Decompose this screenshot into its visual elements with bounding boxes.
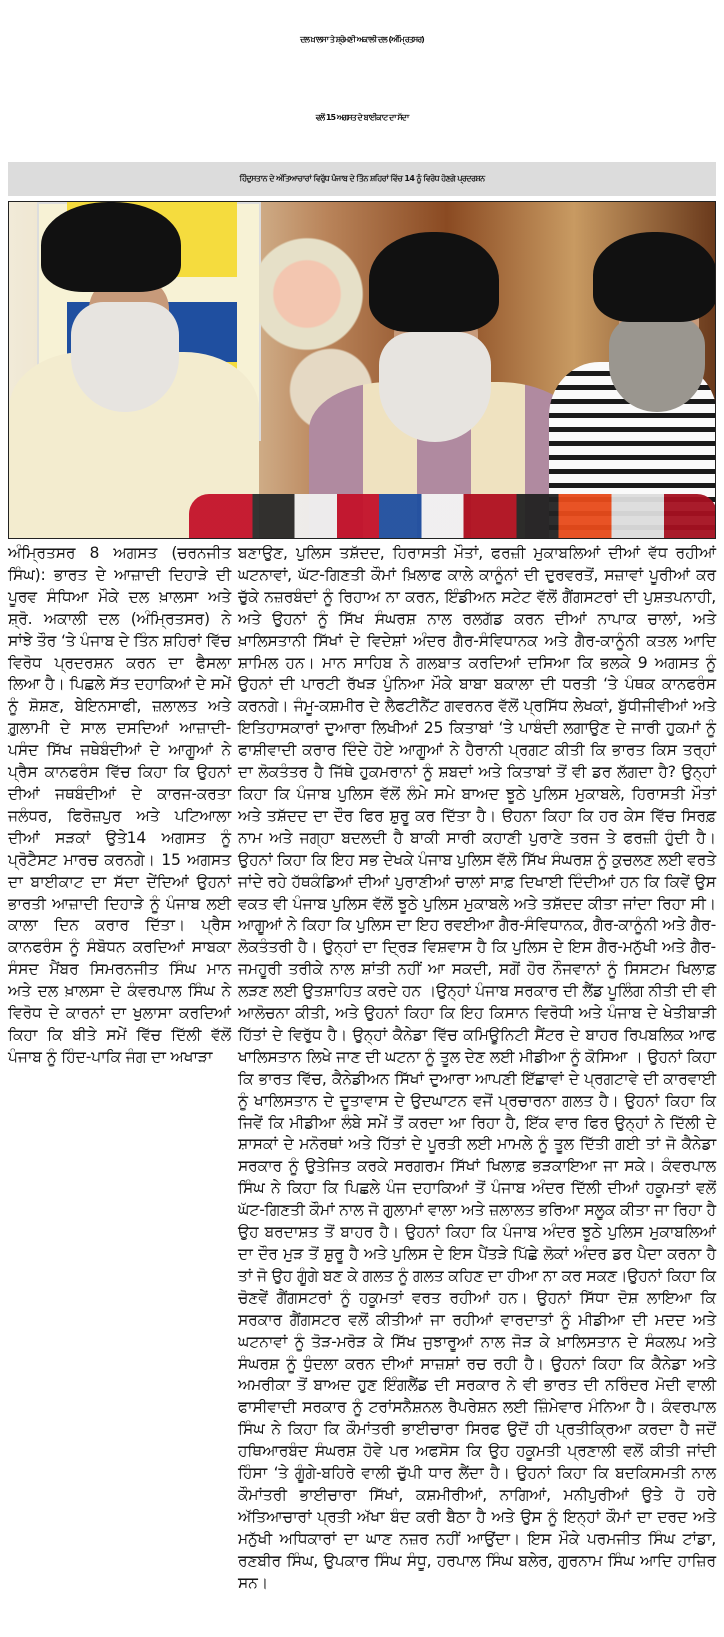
article-body-right: ਬਣਾਉਣ, ਪੁਲਿਸ ਤਸ਼ੱਦਦ, ਹਿਰਾਸਤੀ ਮੌਤਾਂ, ਫਰਜ਼ੀ ਮੁਕਾਬਲਿਆਂ ਦੀਆਂ ਵੱਧ ਰਹੀਆਂ ਘਟਨਾਵਾਂ, ਘੱਟ-ਗਿਣਤੀ ਕੌਮਾਂ ਖ਼ਿਲਾਫ ਕਾਲੇ ਕਾਨੂੰਨਾਂ ਦੀ ਦੁਰਵਰਤੋਂ, ਸਜ਼ਾਵਾਂ ਪੂਰੀਆਂ ਕਰ ਚੁੱਕੇ ਨਜ਼ਰਬੰਦਾਂ ਨੂੰ ਰਿਹਾਅ ਨਾ ਕਰਨ, ਇੰਡੀਅਨ ਸਟੇਟ ਵੱਲੋਂ ਗੈਂਗਸਟਰਾਂ ਦੀ ਪੁਸ਼ਤਪਨਾਹੀ, ਅਤੇ ਉਹਨਾਂ ਨੂੰ ਸਿੱਖ ਸੰਘਰਸ਼ ਨਾਲ ਰਲਗੱਡ ਕਰਨ ਦੀਆਂ ਨਾਪਾਕ ਚਾਲਾਂ, ਅਤੇ ਖ਼ਾਲਿਸਤਾਨੀ ਸਿੱਖਾਂ ਦੇ ਵਿਦੇਸ਼ਾਂ ਅੰਦਰ ਗੈਰ-ਸੰਵਿਧਾਨਕ ਅਤੇ ਗੈਰ-ਕਾਨੂੰਨੀ ਕਤਲ ਆਦਿ ਸ਼ਾਮਿਲ ਹਨ। ਮਾਨ ਸਾਹਿਬ ਨੇ ਗਲਬਾਤ ਕਰਦਿਆਂ ਦਸਿਆ ਕਿ ਭਲਕੇ 9 ਅਗਸਤ ਨੂੰ ਉਹਨਾਂ ਦੀ ਪਾਰਟੀ ਰੱਖੜ ਪੁੰਨਿਆ ਮੌਕੇ ਬਾਬਾ ਬਕਾਲਾ ਦੀ ਧਰਤੀ ‘ਤੇ ਪੰਥਕ ਕਾਨਫਰੰਸ ਕਰਨਗੇ। ਜੰਮੂ-ਕਸ਼ਮੀਰ ਦੇ ਲੈਫਟੀਨੈਂਟ ਗਵਰਨਰ ਵੱਲੋਂ ਪ੍ਰਸਿੱਧ ਲੇਖਕਾਂ, ਬੁੱਧੀਜੀਵੀਆਂ ਅਤੇ ਇਤਿਹਾਸਕਾਰਾਂ ਦੁਆਰਾ ਲਿਖੀਆਂ 25 ਕਿਤਾਬਾਂ ‘ਤੇ ਪਾਬੰਦੀ ਲਗਾਉਣ ਦੇ ਜਾਰੀ ਹੁਕਮਾਂ ਨੂੰ ਫਾਸ਼ੀਵਾਦੀ ਕਰਾਰ ਦਿੰਦੇ ਹੋਏ ਆਗੂਆਂ ਨੇ ਹੈਰਾਨੀ ਪ੍ਰਗਟ ਕੀਤੀ ਕਿ ਭਾਰਤ ਕਿਸ ਤਰ੍ਹਾਂ ਦਾ ਲੋਕਤੰਤਰ ਹੈ ਜਿੱਥੇ ਹੁਕਮਰਾਨਾਂ ਨੂੰ ਸ਼ਬਦਾਂ ਅਤੇ ਕਿਤਾਬਾਂ ਤੋਂ ਵੀ ਡਰ ਲੱਗਦਾ ਹੈ? ਉਨ੍ਹਾਂ ਕਿਹਾ ਕਿ ਪੰਜਾਬ ਪੁਲਿਸ ਵੱਲੋਂ ਲੰਮੇ ਸਮੇ ਬਾਅਦ ਝੂਠੇ ਪੁਲਿਸ ਮੁਕਾਬਲੇ, ਹਿਰਾਸਤੀ ਮੌਤਾਂ ਅਤੇ ਤਸ਼ੱਦਦ ਦਾ ਦੌਰ ਫਿਰ ਸ਼ੁਰੂ ਕਰ ਦਿੱਤਾ ਹੈ। ੳਹਨਾ ਕਿਹਾ ਕਿ ਹਰ ਕੇਸ ਵਿੱਚ ਸਿਰਫ਼ ਨਾਮ ਅਤੇ ਜਗ੍ਹਾ ਬਦਲਦੀ ਹੈ ਬਾਕੀ ਸਾਰੀ ਕਹਾਣੀ ਪੁਰਾਣੇ ਤਰਜ ਤੇ ਫਰਜ਼ੀ ਹੁੰਦੀ ਹੈ। ਉਹਨਾਂ ਕਿਹਾ ਕਿ ਇਹ ਸਭ ਦੇਖਕੇ ਪੰਜਾਬ ਪੁਲਿਸ ਵੱਲੋ ਸਿੱਖ ਸੰਘਰਸ਼ ਨੂੰ ਕੁਚਲਣ ਲਈ ਵਰਤੇ ਜਾਂਦੇ ਰਹੇ ਹੱਥਕੰਡਿਆਂ ਦੀਆਂ ਪੁਰਾਣੀਆਂ ਚਾਲਾਂ ਸਾਫ਼ ਦਿਖਾਈ ਦਿੰਦੀਆਂ ਹਨ ਕਿ ਕਿਵੇਂ ਉਸ ਵਕਤ ਵੀ ਪੰਜਾਬ ਪੁਲਿਸ ਵੱਲੋਂ ਝੂਠੇ ਪੁਲਿਸ ਮੁਕਾਬਲੇ ਅਤੇ ਤਸ਼ੱਦਦ ਕੀਤਾ ਜਾਂਦਾ ਰਿਹਾ ਸੀ। ਆਗੂਆਂ ਨੇ ਕਿਹਾ ਕਿ ਪੁਲਿਸ ਦਾ ਇਹ ਰਵਈਆ ਗੈਰ-ਸੰਵਿਧਾਨਕ, ਗੈਰ-ਕਾਨੂੰਨੀ ਅਤੇ ਗੈਰ-ਲੋਕਤੰਤਰੀ ਹੈ। ਉਨ੍ਹਾਂ ਦਾ ਦ੍ਰਿੜ ਵਿਸ਼ਵਾਸ ਹੈ ਕਿ ਪੁਲਿਸ ਦੇ ਇਸ ਗੈਰ-ਮਨੁੱਖੀ ਅਤੇ ਗੈਰ-ਜਮਹੂਰੀ ਤਰੀਕੇ ਨਾਲ ਸ਼ਾਂਤੀ ਨਹੀਂ ਆ ਸਕਦੀ, ਸਗੋਂ ਹੋਰ ਨੌਜਵਾਨਾਂ ਨੂੰ ਸਿਸਟਮ ਖਿਲਾਫ਼ ਲੜਣ ਲਈ ਉਤਸ਼ਾਹਿਤ ਕਰਦੇ ਹਨ ।ਉਨ੍ਹਾਂ ਪੰਜਾਬ ਸਰਕਾਰ ਦੀ ਲੈਂਡ ਪੂਲਿੰਗ ਨੀਤੀ ਦੀ ਵੀ ਆਲੋਚਨਾ ਕੀਤੀ, ਅਤੇ ਉਹਨਾਂ ਕਿਹਾ ਕਿ ਇਹ ਕਿਸਾਨ ਵਿਰੋਧੀ ਅਤੇ ਪੰਜਾਬ ਦੇ ਖੇਤੀਬਾੜੀ ਹਿੱਤਾਂ ਦੇ ਵਿਰੁੱਧ ਹੈ। ਉਨ੍ਹਾਂ ਕੈਨੇਡਾ ਵਿੱਚ ਕਮਿਊਨਿਟੀ ਸੈਂਟਰ ਦੇ ਬਾਹਰ ਰਿਪਬਲਿਕ ਆਫ ਖਾਲਿਸਤਾਨ ਲਿਖੇ ਜਾਣ ਦੀ ਘਟਨਾ ਨੂੰ ਤੂਲ ਦੇਣ ਲਈ ਮੀਡੀਆ ਨੂੰ ਕੋਸਿਆ । ਉਹਨਾਂ ਕਿਹਾ ਕਿ ਭਾਰਤ ਵਿੱਚ, ਕੈਨੇਡੀਅਨ ਸਿੱਖਾਂ ਦੁਆਰਾ ਆਪਣੀ ਇੱਛਾਵਾਂ ਦੇ ਪ੍ਰਗਟਾਵੇ ਦੀ ਕਾਰਵਾਈ ਨੂੰ ਖਾਲਿਸਤਾਨ ਦੇ ਦੂਤਾਵਾਸ ਦੇ ਉਦਘਾਟਨ ਵਜੋਂ ਪ੍ਰਚਾਰਨਾ ਗਲਤ ਹੈ। ਉਹਨਾਂ ਕਿਹਾ ਕਿ ਜਿਵੇਂ ਕਿ ਮੀਡੀਆ ਲੰਬੇ ਸਮੇਂ ਤੋਂ ਕਰਦਾ ਆ ਰਿਹਾ ਹੈ, ਇੱਕ ਵਾਰ ਫਿਰ ਉਨ੍ਹਾਂ ਨੇ ਦਿੱਲੀ ਦੇ ਸ਼ਾਸਕਾਂ ਦੇ ਮਨੋਰਥਾਂ ਅਤੇ ਹਿੱਤਾਂ ਦੇ ਪੂਰਤੀ ਲਈ ਮਾਮਲੇ ਨੂੰ ਤੂਲ ਦਿੱਤੀ ਗਈ ਤਾਂ ਜੋ ਕੈਨੇਡਾ ਸਰਕਾਰ ਨੂੰ ਉਤੇਜਿਤ ਕਰਕੇ ਸਰਗਰਮ ਸਿੱਖਾਂ ਖਿਲਾਫ਼ ਭੜਕਾਇਆ ਜਾ ਸਕੇ। ਕੰਵਰਪਾਲ ਸਿੰਘ ਨੇ ਕਿਹਾ ਕਿ ਪਿਛਲੇ ਪੰਜ ਦਹਾਕਿਆਂ ਤੋਂ ਪੰਜਾਬ ਅੰਦਰ ਦਿੱਲੀ ਦੀਆਂ ਹਕੂਮਤਾਂ ਵਲੋਂ ਘੱਟ-ਗਿਣਤੀ ਕੌਮਾਂ ਨਾਲ ਜੋ ਗੁਲਾਮਾਂ ਵਾਲਾ ਅਤੇ ਜ਼ਲਾਲਤ ਭਰਿਆ ਸਲੂਕ ਕੀਤਾ ਜਾ ਰਿਹਾ ਹੈ ਉਹ ਬਰਦਾਸ਼ਤ ਤੋਂ ਬਾਹਰ ਹੈ। ਉਹਨਾਂ ਕਿਹਾ ਕਿ ਪੰਜਾਬ ਅੰਦਰ ਝੂਠੇ ਪੁਲਿਸ ਮੁਕਾਬਲਿਆਂ ਦਾ ਦੌਰ ਮੁੜ ਤੋਂ ਸ਼ੁਰੂ ਹੈ ਅਤੇ ਪੁਲਿਸ ਦੇ ਇਸ ਪੈਂਤੜੇ ਪਿੱਛੇ ਲੋਕਾਂ ਅੰਦਰ ਡਰ ਪੈਦਾ ਕਰਨਾ ਹੈ ਤਾਂ ਜੋ ਉਹ ਗੂੰਗੇ ਬਣ ਕੇ ਗਲਤ ਨੂੰ ਗਲਤ ਕਹਿਣ ਦਾ ਹੀਆ ਨਾ ਕਰ ਸਕਣ।ਉਹਨਾਂ ਕਿਹਾ ਕਿ ਚੋਣਵੇਂ ਗੈਂਗਸਟਰਾਂ ਨੂੰ ਹਕੂਮਤਾਂ ਵਰਤ ਰਹੀਆਂ ਹਨ। ਉਹਨਾਂ ਸਿੱਧਾ ਦੋਸ਼ ਲਾਇਆ ਕਿ ਸਰਕਾਰ ਗੈਂਗਸਟਰ ਵਲੋਂ ਕੀਤੀਆਂ ਜਾ ਰਹੀਆਂ ਵਾਰਦਾਤਾਂ ਨੂੰ ਮੀਡੀਆ ਦੀ ਮਦਦ ਅਤੇ ਘਟਨਾਵਾਂ ਨੂੰ ਤੋੜ-ਮਰੋੜ ਕੇ ਸਿੱਖ ਜੁਝਾਰੂਆਂ ਨਾਲ ਜੋੜ ਕੇ ਖ਼ਾਲਿਸਤਾਨ ਦੇ ਸੰਕਲਪ ਅਤੇ ਸੰਘਰਸ਼ ਨੂੰ ਧੁੰਦਲਾ ਕਰਨ ਦੀਆਂ ਸਾਜ਼ਸ਼ਾਂ ਰਚ ਰਹੀ ਹੈ। ਉਹਨਾਂ ਕਿਹਾ ਕਿ ਕੈਨੇਡਾ ਅਤੇ ਅਮਰੀਕਾ ਤੋਂ ਬਾਅਦ ਹੁਣ ਇੰਗਲੈਂਡ ਦੀ ਸਰਕਾਰ ਨੇ ਵੀ ਭਾਰਤ ਦੀ ਨਰਿੰਦਰ ਮੋਦੀ ਵਾਲੀ ਫਾਸੀਵਾਦੀ ਸਰਕਾਰ ਨੂੰ ਟਰਾਂਸਨੈਸ਼ਨਲ ਰੈਪਰੇਸ਼ਨ ਲਈ ਜ਼ਿੰਮੇਵਾਰ ਮੰਨਿਆ ਹੈ। ਕੰਵਰਪਾਲ ਸਿੰਘ ਨੇ ਕਿਹਾ ਕਿ ਕੌਮਾਂਤਰੀ ਭਾਈਚਾਰਾ ਸਿਰਫ ਉਦੋਂ ਹੀ ਪ੍ਰਤੀਕ੍ਰਿਆ ਕਰਦਾ ਹੈ ਜਦੋਂ ਹਥਿਆਰਬੰਦ ਸੰਘਰਸ਼ ਹੋਵੇ ਪਰ ਅਫਸੋਸ ਕਿ ਉਹ ਹਕੂਮਤੀ ਪ੍ਰਣਾਲੀ ਵਲੋਂ ਕੀਤੀ ਜਾਂਦੀ ਹਿੰਸਾ ‘ਤੇ ਗੂੰਗੇ-ਬਹਿਰੇ ਵਾਲੀ ਚੁੱਪੀ ਧਾਰ ਲੈਂਦਾ ਹੈ। ਉਹਨਾਂ ਕਿਹਾ ਕਿ ਬਦਕਿਸਮਤੀ ਨਾਲ ਕੌਮਾਂਤਰੀ ਭਾਈਚਾਰਾ ਸਿੱਖਾਂ, ਕਸ਼ਮੀਰੀਆਂ, ਨਾਗਿਆਂ, ਮਨੀਪੁਰੀਆਂ ਉਤੇ ਹੋ ਹਰੇ ਅੱਤਿਆਚਾਰਾਂ ਪ੍ਰਤੀ ਅੱਖਾ ਬੰਦ ਕਰੀ ਬੈਠਾ ਹੈ ਅਤੇ ਉਸ ਨੂੰ ਇਨ੍ਹਾਂ ਕੌਮਾਂ ਦਾ ਦਰਦ ਅਤੇ ਮਨੁੱਖੀ ਅਧਿਕਾਰਾਂ ਦਾ ਘਾਣ ਨਜ਼ਰ ਨਹੀਂ ਆਉਂਦਾ। ਇਸ ਮੌਕੇ ਪਰਮਜੀਤ ਸਿੰਘ ਟਾਂਡਾ, ਰਣਬੀਰ ਸਿੰਘ, ਉਪਕਾਰ ਸਿੰਘ ਸੰਧੂ, ਹਰਪਾਲ ਸਿੰਘ ਬਲੇਰ, ਗੁਰਨਾਮ ਸਿੰਘ ਆਦਿ ਹਾਜ਼ਿਰ ਸਨ।	[238, 544, 716, 1592]
microphones	[189, 494, 716, 539]
article-body-left: ਅੰਮ੍ਰਿਤਸਰ 8 ਅਗਸਤ (ਚਰਨਜੀਤ ਸਿੰਘ): ਭਾਰਤ ਦੇ ਆਜ਼ਾਦੀ ਦਿਹਾੜੇ ਦੀ ਪੂਰਵ ਸੰਧਿਆ ਮੌਕੇ ਦਲ ਖ਼ਾਲਸਾ ਅਤੇ ਸ਼੍ਰੋ. ਅਕਾਲੀ ਦਲ (ਅੰਮ੍ਰਿਤਸਰ) ਨੇ ਸਾਂਝੇ ਤੌਰ ‘ਤੇ ਪੰਜਾਬ ਦੇ ਤਿੰਨ ਸ਼ਹਿਰਾਂ ਵਿੱਚ ਵਿਰੋਧ ਪ੍ਰਦਰਸ਼ਨ ਕਰਨ ਦਾ ਫੈਸਲਾ ਲਿਆ ਹੈ। ਪਿਛਲੇ ਸੱਤ ਦਹਾਕਿਆਂ ਦੇ ਸਮੇਂ ਨੂੰ ਸ਼ੋਸ਼ਣ, ਬੇਇਨਸਾਫੀ, ਜ਼ਲਾਲਤ ਅਤੇ ਗ਼ੁਲਾਮੀ ਦੇ ਸਾਲ ਦਸਦਿਆਂ ਆਜ਼ਾਦੀ-ਪਸੰਦ ਸਿੱਖ ਜਥੇਬੰਦੀਆਂ ਦੇ ਆਗੂਆਂ ਨੇ ਪ੍ਰੈਸ ਕਾਨਫਰੰਸ ਵਿੱਚ ਕਿਹਾ ਕਿ ਉਹਨਾਂ ਦੀਆਂ ਜਥਬੰਦੀਆਂ ਦੇ ਕਾਰਜ-ਕਰਤਾ ਜਲੰਧਰ, ਫਿਰੋਜ਼ਪੁਰ ਅਤੇ ਪਟਿਆਲਾ ਦੀਆਂ ਸੜਕਾਂ ਉਤੇ14 ਅਗਸਤ ਨੂੰ ਪ੍ਰੋਟੈਸਟ ਮਾਰਚ ਕਰਨਗੇ। 15 ਅਗਸਤ ਦਾ ਬਾਈਕਾਟ ਦਾ ਸੱਦਾ ਦੇਂਦਿਆਂ ਉਹਨਾਂ ਭਾਰਤੀ ਆਜ਼ਾਦੀ ਦਿਹਾੜੇ ਨੂੰ ਪੰਜਾਬ ਲਈ ਕਾਲਾ ਦਿਨ ਕਰਾਰ ਦਿੱਤਾ। ਪ੍ਰੈਸ ਕਾਨਫਰੰਸ ਨੂੰ ਸੰਬੋਧਨ ਕਰਦਿਆਂ ਸਾਬਕਾ ਸੰਸਦ ਮੈਂਬਰ ਸਿਮਰਨਜੀਤ ਸਿੰਘ ਮਾਨ ਅਤੇ ਦਲ ਖ਼ਾਲਸਾ ਦੇ ਕੰਵਰਪਾਲ ਸਿੰਘ ਨੇ ਵਿਰੋਧ ਦੇ ਕਾਰਨਾਂ ਦਾ ਖੁਲਾਸਾ ਕਰਦਿਆਂ ਕਿਹਾ ਕਿ ਬੀਤੇ ਸਮੇਂ ਵਿੱਚ ਦਿੱਲੀ ਵੱਲੋਂ ਪੰਜਾਬ ਨੂੰ ਹਿੰਦ-ਪਾਕਿ ਜੰਗ ਦਾ ਅਖਾੜਾ	[8, 544, 231, 1066]
headline-line-2: ਵਲੋਂ 15 ਅਗਸਤ ਦੇ ਬਾਈਕਾਟ ਦਾ ਸੱਦਾ	[315, 113, 409, 122]
subheadline: ਹਿੰਦੁਸਤਾਨ ਦੇ ਅੱਤਿਆਚਾਰਾਂ ਵਿਰੁੱਧ ਪੰਜਾਬ ਦੇ ਤਿੰਨ ਸ਼ਹਿਰਾਂ ਵਿੱਚ 14 ਨੂੰ ਵਿਰੋਧ ਹੋਣਗੇ ਪ੍ਰਦਰਸ਼ਨ	[8, 162, 716, 196]
article-column-right	[238, 543, 716, 1595]
article-column-left	[8, 543, 231, 1069]
headline-line-1: ਦਲ ਖ਼ਾਲਸਾ ਤੇ ਸ਼੍ਰੋਮਣੀ ਅਕਾਲੀ ਦਲ (ਅੰਮ੍ਰਿਤਸਰ)	[300, 35, 424, 44]
press-conference-photo	[8, 201, 716, 539]
